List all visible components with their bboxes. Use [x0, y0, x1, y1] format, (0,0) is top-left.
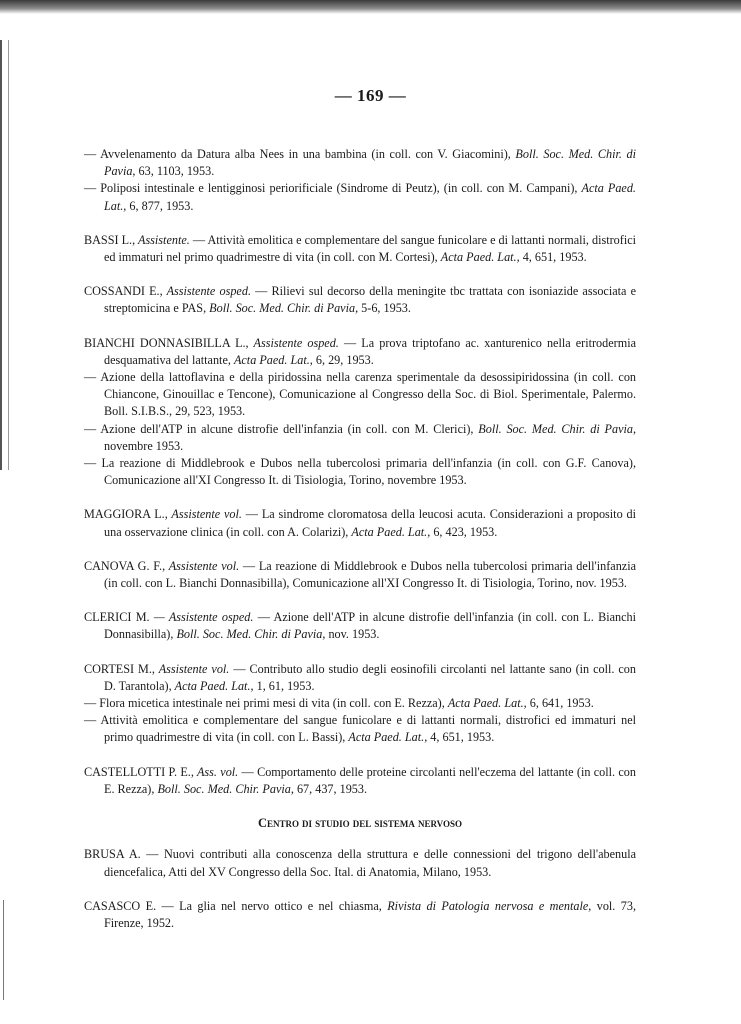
entry-citation: 6, 29, 1953.: [312, 352, 374, 367]
entry-author: BASSI L.,: [84, 232, 136, 247]
entry-source: Rivista di Patologia nervosa e mentale,: [387, 898, 592, 913]
entry-text: Poliposi intestinale e lentigginosi periorificiale (Sindrome di Peutz), (in coll. con M. Campani),: [100, 181, 582, 196]
entry-citation: vol. 73, Firenze, 1952.: [104, 898, 636, 930]
entry-text: Comportamento delle proteine circolanti nell'eczema del lattante (in coll. con E. Rezza),: [104, 764, 636, 796]
entry-separator: —: [84, 456, 102, 471]
entry-citation: 6, 641, 1953.: [526, 696, 594, 711]
bibliography-entry: [84, 369, 636, 421]
entry-separator: —: [241, 507, 262, 522]
entry-author: CASTELLOTTI P. E.,: [84, 764, 194, 779]
entry-text: Attività emolitica e complementare del sangue funicolare e di lattanti normali, distrofici ed immaturi nel primo quadrimestre di vita (in coll. con L. Bassi),: [100, 713, 637, 745]
bibliography-entry: [84, 558, 636, 592]
entry-source: Acta Paed. Lat.,: [440, 250, 520, 265]
entry-separator: —: [84, 181, 101, 196]
entry-citation: 6, 877, 1953.: [126, 198, 194, 213]
entry-text: La sindrome cloromatosa della leucosi acuta. Considerazioni a proposito di una osservazione clinica (in coll. con A. Colarizi),: [104, 507, 637, 539]
entry-text: Azione dell'ATP in alcune distrofie dell'infanzia (in coll. con M. Clerici),: [100, 421, 479, 436]
bibliography-list: [84, 146, 636, 949]
entry-separator: —: [156, 898, 180, 913]
entry-separator: —: [84, 713, 101, 728]
entry-separator: —: [239, 558, 259, 573]
entry-role: Assistente vol.: [154, 661, 230, 676]
entry-author: CASASCO E.: [84, 898, 157, 913]
bibliography-entry: [84, 506, 636, 540]
entry-separator: —: [84, 370, 101, 385]
entry-source: Acta Paed. Lat.,: [104, 181, 636, 213]
entry-separator: —: [84, 421, 101, 436]
entry-author: CANOVA G. F.,: [84, 558, 166, 573]
scan-top-edge: [0, 0, 741, 14]
entry-source: Boll. Soc. Med. Chir. Pavia,: [157, 781, 294, 796]
bibliography-entry: [84, 232, 636, 266]
entry-source: Boll. Soc. Med. Chir. di Pavia,: [209, 301, 359, 316]
entry-text: Azione dell'ATP in alcune distrofie dell'infanzia (in coll. con L. Bianchi Donnasibilla),: [104, 610, 636, 642]
entry-source: Acta Paed. Lat.,: [233, 352, 313, 367]
entry-citation: 4, 651, 1953.: [427, 730, 495, 745]
entry-citation: 5-6, 1953.: [358, 301, 411, 316]
entry-role: Assistente vol.: [167, 507, 242, 522]
entry-citation: 4, 651, 1953.: [519, 250, 587, 265]
entry-role: Assistente.: [135, 232, 190, 247]
entry-source: Acta Paed. Lat.,: [447, 696, 527, 711]
entry-citation: 67, 437, 1953.: [293, 781, 368, 796]
entry-role: Ass. vol.: [193, 764, 239, 779]
entry-separator: —: [338, 335, 362, 350]
entry-text: Attività emolitica e complementare del sangue funicolare e di lattanti normali, distrofici ed immaturi nel primo quadrimestre di vita (in coll. con M. Cortesi),: [104, 232, 637, 265]
entry-separator: —: [251, 284, 272, 299]
entry-author: CORTESI M.,: [84, 661, 155, 676]
bibliography-group-nervous-system: [84, 846, 636, 932]
entry-role: — Assistente osped.: [149, 610, 254, 625]
entry-separator: —: [140, 847, 164, 862]
entry-separator: —: [189, 232, 208, 247]
entry-text: La reazione di Middlebrook e Dubos nella tubercolosi primaria dell'infanzia (in coll. con L. Bianchi Donnasibilla), Comunicazione all'XI Congresso It. di Tisiologia, Torino, nov. 1953.: [104, 558, 636, 591]
bibliography-entry: [84, 661, 636, 695]
bibliography-entry: [84, 695, 636, 712]
entry-citation: 6, 423, 1953.: [430, 524, 498, 539]
bibliography-group-pediatrics: [84, 146, 636, 798]
bibliography-entry: [84, 846, 636, 880]
entry-separator: —: [238, 764, 258, 779]
entry-text: La reazione di Middlebrook e Dubos nella tubercolosi primaria dell'infanzia (in coll. con G.F. Canova), Comunicazione all'XI Congresso It. di Tisiologia, Torino, novembre 1953.: [101, 456, 637, 488]
entry-source: Acta Paed. Lat.,: [174, 678, 254, 693]
bibliography-entry: [84, 146, 636, 180]
entry-author: BRUSA A.: [84, 847, 141, 862]
entry-author: CLERICI M.: [84, 610, 150, 625]
scan-binding-edge-lower: [3, 900, 8, 1000]
bibliography-entry: [84, 335, 636, 369]
entry-separator: —: [84, 147, 101, 161]
entry-citation: 1, 61, 1953.: [253, 678, 315, 693]
bibliography-entry: [84, 609, 636, 643]
entry-text: Rilievi sul decorso della meningite tbc trattata con isoniazide associata e streptomicina e PAS,: [104, 284, 636, 316]
bibliography-entry: [84, 421, 636, 455]
entry-author: BIANCHI DONNASIBILLA L.,: [84, 335, 249, 350]
entry-text: La prova triptofano ac. xanturenico nella eritrodermia desquamativa del lattante,: [104, 335, 636, 367]
entry-text: Contributo allo studio degli eosinofili circolanti nel lattante sano (in coll. con D. Tarantola),: [104, 661, 636, 693]
entry-source: Boll. Soc. Med. Chir. di Pavia,: [478, 421, 637, 436]
entry-text: La glia nel nervo ottico e nel chiasma,: [179, 898, 388, 913]
entry-source: Acta Paed. Lat.,: [351, 524, 431, 539]
entry-citation: nov. 1953.: [325, 627, 380, 642]
entry-role: Assistente osped.: [162, 284, 251, 299]
bibliography-entry: [84, 898, 636, 932]
entry-separator: —: [84, 696, 100, 711]
entry-separator: —: [253, 610, 274, 625]
entry-text: Nuovi contributi alla conoscenza della struttura e delle connessioni del trigono dell'abenula diencefalica, Atti del XV Congresso della Soc. Ital. di Anatomia, Milano, 1953.: [104, 847, 636, 879]
entry-role: Assistente vol.: [165, 558, 240, 573]
section-heading: Centro di studio del sistema nervoso: [258, 816, 462, 831]
entry-separator: —: [229, 661, 250, 676]
entry-citation: 63, 1103, 1953.: [135, 164, 215, 179]
entry-text: Azione della lattoflavina e della piridossina nella carenza sperimentale da desossipiridossina (in coll. con Chiancone, Ginouillac e Tencone), Comunicazione al Congresso della Soc. di Biol. Sperimentale, Palermo. Boll. S.I.B.S., 29, 523, 1953.: [100, 370, 637, 419]
entry-author: COSSANDI E.,: [84, 284, 163, 299]
entry-text: Flora micetica intestinale nei primi mesi di vita (in coll. con E. Rezza),: [99, 696, 448, 711]
entry-author: MAGGIORA L.,: [84, 507, 168, 522]
bibliography-entry: [84, 455, 636, 489]
entry-source: Boll. Soc. Med. Chir. di Pavia,: [176, 627, 326, 642]
entry-source: Boll. Soc. Med. Chir. di Pavia,: [104, 147, 636, 179]
bibliography-entry: [84, 283, 636, 317]
entry-citation: novembre 1953.: [104, 438, 184, 453]
entry-source: Acta Paed. Lat.,: [348, 730, 428, 745]
entry-text: Avvelenamento da Datura alba Nees in una bambina (in coll. con V. Giacomini),: [100, 147, 516, 161]
bibliography-entry: [84, 180, 636, 214]
page-number: — 169 —: [334, 86, 407, 105]
bibliography-entry: [84, 764, 636, 798]
bibliography-entry: [84, 712, 636, 746]
entry-role: Assistente osped.: [248, 335, 339, 350]
